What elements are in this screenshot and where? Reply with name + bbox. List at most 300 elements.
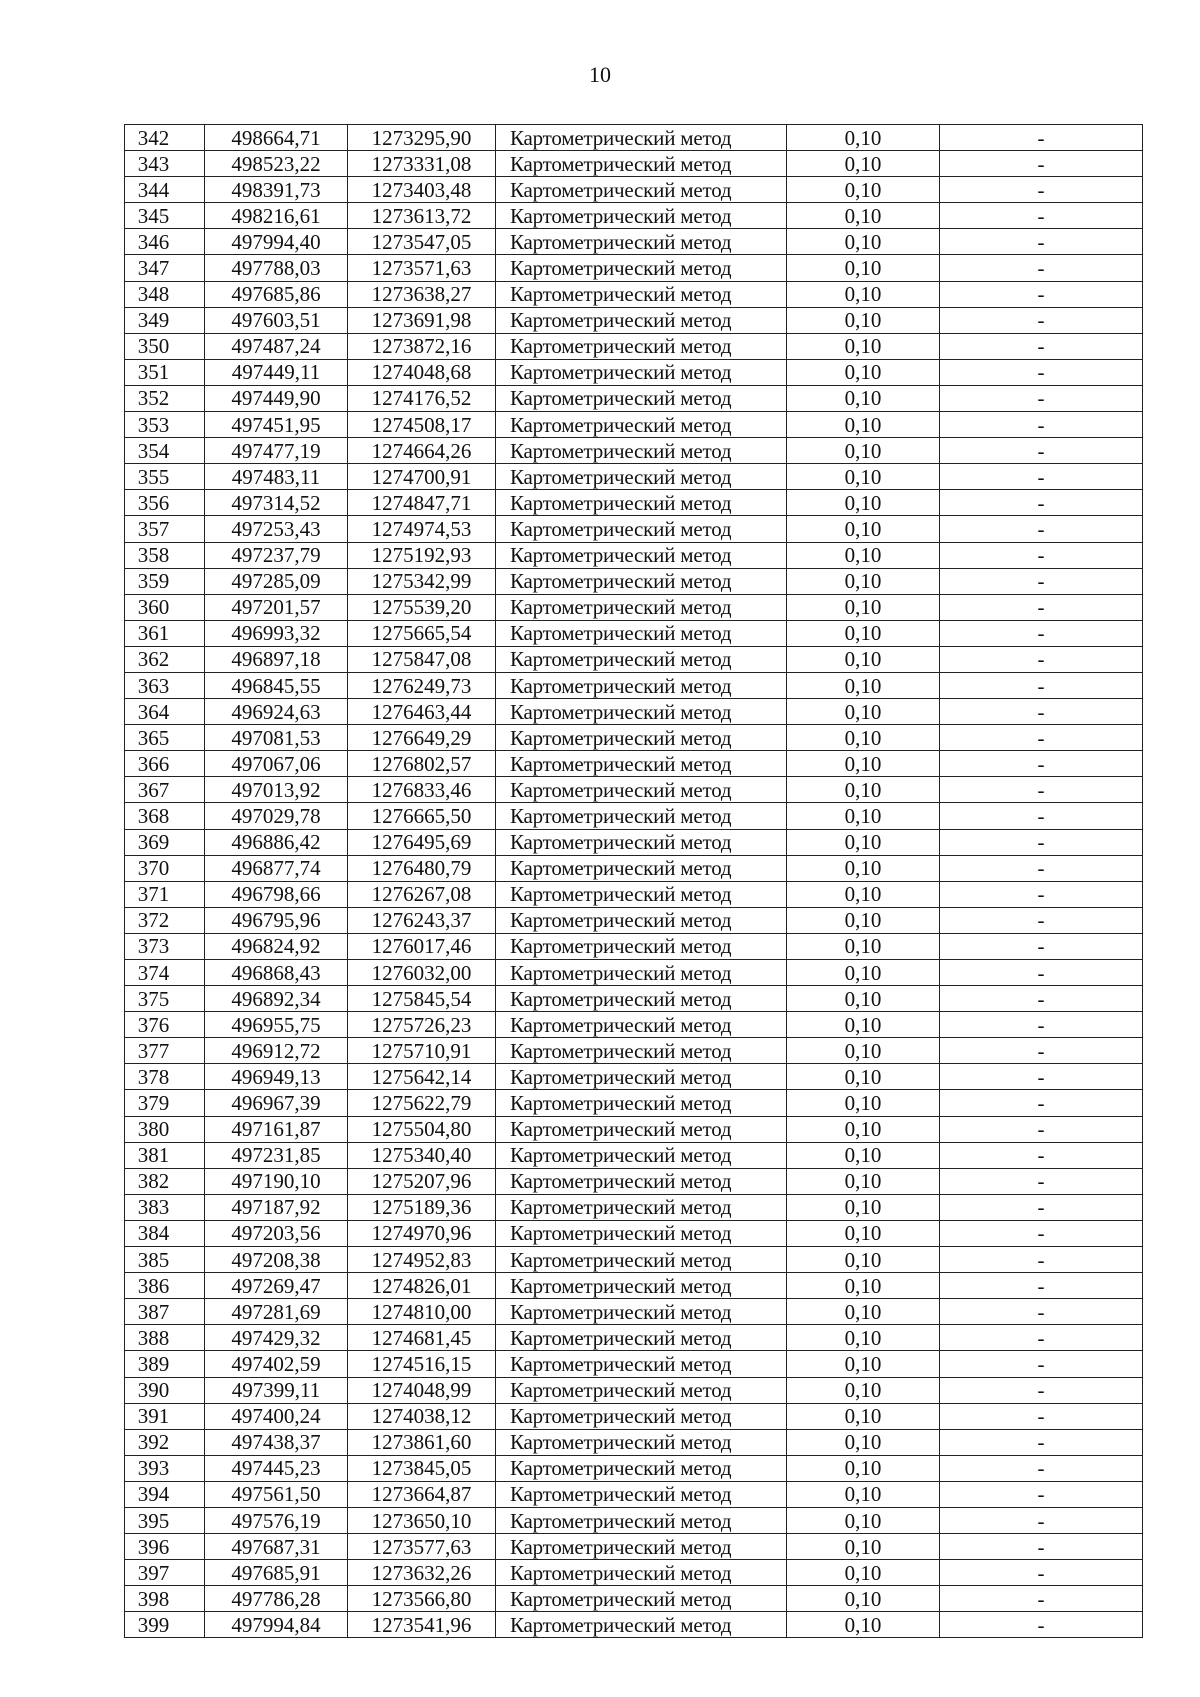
point-number-cell: 398 bbox=[125, 1586, 205, 1612]
x-coordinate-cell: 496949,13 bbox=[205, 1064, 348, 1090]
table-row bbox=[125, 1612, 1143, 1638]
accuracy-cell: 0,10 bbox=[787, 359, 940, 385]
method-cell: Картометрический метод bbox=[496, 1507, 787, 1533]
accuracy-cell: 0,10 bbox=[787, 1455, 940, 1481]
dash-cell: - bbox=[940, 1299, 1143, 1325]
dash-cell: - bbox=[940, 1194, 1143, 1220]
dash-cell: - bbox=[940, 1012, 1143, 1038]
table-row bbox=[125, 1429, 1143, 1455]
method-cell: Картометрический метод bbox=[496, 438, 787, 464]
accuracy-cell: 0,10 bbox=[787, 412, 940, 438]
dash-cell: - bbox=[940, 646, 1143, 672]
table-row bbox=[125, 359, 1143, 385]
y-coordinate-cell: 1273650,10 bbox=[348, 1507, 496, 1533]
y-coordinate-cell: 1275622,79 bbox=[348, 1090, 496, 1116]
y-coordinate-cell: 1276495,69 bbox=[348, 829, 496, 855]
method-cell: Картометрический метод bbox=[496, 672, 787, 698]
y-coordinate-cell: 1273861,60 bbox=[348, 1429, 496, 1455]
x-coordinate-cell: 497445,23 bbox=[205, 1455, 348, 1481]
accuracy-cell: 0,10 bbox=[787, 1481, 940, 1507]
point-number-cell: 353 bbox=[125, 412, 205, 438]
y-coordinate-cell: 1273632,26 bbox=[348, 1560, 496, 1586]
point-number-cell: 374 bbox=[125, 960, 205, 986]
point-number-cell: 359 bbox=[125, 568, 205, 594]
dash-cell: - bbox=[940, 464, 1143, 490]
point-number-cell: 380 bbox=[125, 1116, 205, 1142]
y-coordinate-cell: 1276665,50 bbox=[348, 803, 496, 829]
table-row bbox=[125, 1064, 1143, 1090]
table-row bbox=[125, 1142, 1143, 1168]
y-coordinate-cell: 1276463,44 bbox=[348, 699, 496, 725]
method-cell: Картометрический метод bbox=[496, 803, 787, 829]
dash-cell: - bbox=[940, 725, 1143, 751]
table-row bbox=[125, 281, 1143, 307]
accuracy-cell: 0,10 bbox=[787, 594, 940, 620]
method-cell: Картометрический метод bbox=[496, 1534, 787, 1560]
point-number-cell: 385 bbox=[125, 1247, 205, 1273]
point-number-cell: 363 bbox=[125, 672, 205, 698]
table-row bbox=[125, 516, 1143, 542]
method-cell: Картометрический метод bbox=[496, 1090, 787, 1116]
x-coordinate-cell: 496967,39 bbox=[205, 1090, 348, 1116]
accuracy-cell: 0,10 bbox=[787, 1325, 940, 1351]
point-number-cell: 390 bbox=[125, 1377, 205, 1403]
table-row bbox=[125, 672, 1143, 698]
accuracy-cell: 0,10 bbox=[787, 960, 940, 986]
y-coordinate-cell: 1273566,80 bbox=[348, 1586, 496, 1612]
table-row bbox=[125, 438, 1143, 464]
point-number-cell: 354 bbox=[125, 438, 205, 464]
point-number-cell: 371 bbox=[125, 881, 205, 907]
accuracy-cell: 0,10 bbox=[787, 1429, 940, 1455]
point-number-cell: 352 bbox=[125, 385, 205, 411]
point-number-cell: 377 bbox=[125, 1038, 205, 1064]
x-coordinate-cell: 496955,75 bbox=[205, 1012, 348, 1038]
method-cell: Картометрический метод bbox=[496, 1351, 787, 1377]
y-coordinate-cell: 1276249,73 bbox=[348, 672, 496, 698]
accuracy-cell: 0,10 bbox=[787, 177, 940, 203]
dash-cell: - bbox=[940, 1534, 1143, 1560]
accuracy-cell: 0,10 bbox=[787, 307, 940, 333]
method-cell: Картометрический метод bbox=[496, 881, 787, 907]
x-coordinate-cell: 498216,61 bbox=[205, 203, 348, 229]
point-number-cell: 360 bbox=[125, 594, 205, 620]
point-number-cell: 396 bbox=[125, 1534, 205, 1560]
accuracy-cell: 0,10 bbox=[787, 464, 940, 490]
method-cell: Картометрический метод bbox=[496, 542, 787, 568]
dash-cell: - bbox=[940, 1403, 1143, 1429]
accuracy-cell: 0,10 bbox=[787, 1142, 940, 1168]
x-coordinate-cell: 497190,10 bbox=[205, 1168, 348, 1194]
table-row bbox=[125, 307, 1143, 333]
x-coordinate-cell: 497786,28 bbox=[205, 1586, 348, 1612]
y-coordinate-cell: 1273638,27 bbox=[348, 281, 496, 307]
accuracy-cell: 0,10 bbox=[787, 203, 940, 229]
accuracy-cell: 0,10 bbox=[787, 803, 940, 829]
dash-cell: - bbox=[940, 1429, 1143, 1455]
method-cell: Картометрический метод bbox=[496, 385, 787, 411]
point-number-cell: 361 bbox=[125, 620, 205, 646]
accuracy-cell: 0,10 bbox=[787, 646, 940, 672]
method-cell: Картометрический метод bbox=[496, 1403, 787, 1429]
point-number-cell: 366 bbox=[125, 751, 205, 777]
accuracy-cell: 0,10 bbox=[787, 1012, 940, 1038]
dash-cell: - bbox=[940, 203, 1143, 229]
x-coordinate-cell: 497231,85 bbox=[205, 1142, 348, 1168]
dash-cell: - bbox=[940, 1586, 1143, 1612]
point-number-cell: 343 bbox=[125, 151, 205, 177]
point-number-cell: 395 bbox=[125, 1507, 205, 1533]
y-coordinate-cell: 1274681,45 bbox=[348, 1325, 496, 1351]
table-row bbox=[125, 907, 1143, 933]
x-coordinate-cell: 497561,50 bbox=[205, 1481, 348, 1507]
accuracy-cell: 0,10 bbox=[787, 1534, 940, 1560]
method-cell: Картометрический метод bbox=[496, 699, 787, 725]
dash-cell: - bbox=[940, 594, 1143, 620]
x-coordinate-cell: 498664,71 bbox=[205, 125, 348, 151]
y-coordinate-cell: 1273664,87 bbox=[348, 1481, 496, 1507]
point-number-cell: 349 bbox=[125, 307, 205, 333]
x-coordinate-cell: 496892,34 bbox=[205, 986, 348, 1012]
point-number-cell: 356 bbox=[125, 490, 205, 516]
method-cell: Картометрический метод bbox=[496, 646, 787, 672]
point-number-cell: 376 bbox=[125, 1012, 205, 1038]
y-coordinate-cell: 1273547,05 bbox=[348, 229, 496, 255]
method-cell: Картометрический метод bbox=[496, 255, 787, 281]
table-row bbox=[125, 1247, 1143, 1273]
table-row bbox=[125, 1325, 1143, 1351]
table-row bbox=[125, 881, 1143, 907]
x-coordinate-cell: 497013,92 bbox=[205, 777, 348, 803]
point-number-cell: 394 bbox=[125, 1481, 205, 1507]
method-cell: Картометрический метод bbox=[496, 1273, 787, 1299]
point-number-cell: 367 bbox=[125, 777, 205, 803]
accuracy-cell: 0,10 bbox=[787, 385, 940, 411]
point-number-cell: 342 bbox=[125, 125, 205, 151]
method-cell: Картометрический метод bbox=[496, 986, 787, 1012]
x-coordinate-cell: 496993,32 bbox=[205, 620, 348, 646]
point-number-cell: 362 bbox=[125, 646, 205, 672]
y-coordinate-cell: 1274970,96 bbox=[348, 1220, 496, 1246]
point-number-cell: 386 bbox=[125, 1273, 205, 1299]
table-row bbox=[125, 177, 1143, 203]
dash-cell: - bbox=[940, 699, 1143, 725]
y-coordinate-cell: 1273872,16 bbox=[348, 333, 496, 359]
method-cell: Картометрический метод bbox=[496, 307, 787, 333]
dash-cell: - bbox=[940, 229, 1143, 255]
x-coordinate-cell: 496912,72 bbox=[205, 1038, 348, 1064]
x-coordinate-cell: 497269,47 bbox=[205, 1273, 348, 1299]
accuracy-cell: 0,10 bbox=[787, 1507, 940, 1533]
y-coordinate-cell: 1275192,93 bbox=[348, 542, 496, 568]
dash-cell: - bbox=[940, 1090, 1143, 1116]
table-row bbox=[125, 855, 1143, 881]
table-row bbox=[125, 1481, 1143, 1507]
x-coordinate-cell: 497081,53 bbox=[205, 725, 348, 751]
method-cell: Картометрический метод bbox=[496, 1455, 787, 1481]
dash-cell: - bbox=[940, 933, 1143, 959]
accuracy-cell: 0,10 bbox=[787, 855, 940, 881]
x-coordinate-cell: 497314,52 bbox=[205, 490, 348, 516]
point-number-cell: 358 bbox=[125, 542, 205, 568]
table-row bbox=[125, 333, 1143, 359]
dash-cell: - bbox=[940, 1612, 1143, 1638]
x-coordinate-cell: 496877,74 bbox=[205, 855, 348, 881]
accuracy-cell: 0,10 bbox=[787, 1090, 940, 1116]
point-number-cell: 373 bbox=[125, 933, 205, 959]
y-coordinate-cell: 1276267,08 bbox=[348, 881, 496, 907]
point-number-cell: 369 bbox=[125, 829, 205, 855]
method-cell: Картометрический метод bbox=[496, 725, 787, 751]
y-coordinate-cell: 1275189,36 bbox=[348, 1194, 496, 1220]
y-coordinate-cell: 1276017,46 bbox=[348, 933, 496, 959]
method-cell: Картометрический метод bbox=[496, 1247, 787, 1273]
y-coordinate-cell: 1274508,17 bbox=[348, 412, 496, 438]
y-coordinate-cell: 1273613,72 bbox=[348, 203, 496, 229]
table-row bbox=[125, 1194, 1143, 1220]
accuracy-cell: 0,10 bbox=[787, 1560, 940, 1586]
table-row bbox=[125, 1299, 1143, 1325]
x-coordinate-cell: 497487,24 bbox=[205, 333, 348, 359]
point-number-cell: 378 bbox=[125, 1064, 205, 1090]
table-row bbox=[125, 568, 1143, 594]
table-row bbox=[125, 1455, 1143, 1481]
x-coordinate-cell: 497994,84 bbox=[205, 1612, 348, 1638]
x-coordinate-cell: 497685,86 bbox=[205, 281, 348, 307]
x-coordinate-cell: 497208,38 bbox=[205, 1247, 348, 1273]
method-cell: Картометрический метод bbox=[496, 960, 787, 986]
y-coordinate-cell: 1276649,29 bbox=[348, 725, 496, 751]
dash-cell: - bbox=[940, 1038, 1143, 1064]
dash-cell: - bbox=[940, 125, 1143, 151]
accuracy-cell: 0,10 bbox=[787, 1273, 940, 1299]
x-coordinate-cell: 497067,06 bbox=[205, 751, 348, 777]
x-coordinate-cell: 497029,78 bbox=[205, 803, 348, 829]
accuracy-cell: 0,10 bbox=[787, 568, 940, 594]
dash-cell: - bbox=[940, 307, 1143, 333]
accuracy-cell: 0,10 bbox=[787, 1299, 940, 1325]
method-cell: Картометрический метод bbox=[496, 464, 787, 490]
x-coordinate-cell: 497994,40 bbox=[205, 229, 348, 255]
accuracy-cell: 0,10 bbox=[787, 1247, 940, 1273]
dash-cell: - bbox=[940, 385, 1143, 411]
dash-cell: - bbox=[940, 1220, 1143, 1246]
coordinates-table-body bbox=[125, 125, 1143, 1638]
dash-cell: - bbox=[940, 960, 1143, 986]
method-cell: Картометрический метод bbox=[496, 1064, 787, 1090]
accuracy-cell: 0,10 bbox=[787, 125, 940, 151]
coordinates-table bbox=[124, 124, 1143, 1638]
y-coordinate-cell: 1276032,00 bbox=[348, 960, 496, 986]
y-coordinate-cell: 1274700,91 bbox=[348, 464, 496, 490]
table-row bbox=[125, 1090, 1143, 1116]
table-row bbox=[125, 1586, 1143, 1612]
y-coordinate-cell: 1274048,68 bbox=[348, 359, 496, 385]
point-number-cell: 375 bbox=[125, 986, 205, 1012]
y-coordinate-cell: 1273845,05 bbox=[348, 1455, 496, 1481]
x-coordinate-cell: 497788,03 bbox=[205, 255, 348, 281]
table-row bbox=[125, 594, 1143, 620]
dash-cell: - bbox=[940, 359, 1143, 385]
dash-cell: - bbox=[940, 568, 1143, 594]
accuracy-cell: 0,10 bbox=[787, 333, 940, 359]
y-coordinate-cell: 1275539,20 bbox=[348, 594, 496, 620]
y-coordinate-cell: 1275642,14 bbox=[348, 1064, 496, 1090]
accuracy-cell: 0,10 bbox=[787, 1220, 940, 1246]
table-row bbox=[125, 1351, 1143, 1377]
point-number-cell: 388 bbox=[125, 1325, 205, 1351]
x-coordinate-cell: 496798,66 bbox=[205, 881, 348, 907]
method-cell: Картометрический метод bbox=[496, 359, 787, 385]
table-row bbox=[125, 986, 1143, 1012]
accuracy-cell: 0,10 bbox=[787, 751, 940, 777]
table-row bbox=[125, 412, 1143, 438]
method-cell: Картометрический метод bbox=[496, 777, 787, 803]
method-cell: Картометрический метод bbox=[496, 751, 787, 777]
y-coordinate-cell: 1275847,08 bbox=[348, 646, 496, 672]
dash-cell: - bbox=[940, 438, 1143, 464]
method-cell: Картометрический метод bbox=[496, 151, 787, 177]
y-coordinate-cell: 1274974,53 bbox=[348, 516, 496, 542]
accuracy-cell: 0,10 bbox=[787, 516, 940, 542]
method-cell: Картометрический метод bbox=[496, 1429, 787, 1455]
x-coordinate-cell: 497449,90 bbox=[205, 385, 348, 411]
table-row bbox=[125, 829, 1143, 855]
y-coordinate-cell: 1275710,91 bbox=[348, 1038, 496, 1064]
method-cell: Картометрический метод bbox=[496, 1116, 787, 1142]
y-coordinate-cell: 1274038,12 bbox=[348, 1403, 496, 1429]
x-coordinate-cell: 497451,95 bbox=[205, 412, 348, 438]
method-cell: Картометрический метод bbox=[496, 1612, 787, 1638]
table-row bbox=[125, 1377, 1143, 1403]
accuracy-cell: 0,10 bbox=[787, 255, 940, 281]
method-cell: Картометрический метод bbox=[496, 855, 787, 881]
accuracy-cell: 0,10 bbox=[787, 438, 940, 464]
y-coordinate-cell: 1273403,48 bbox=[348, 177, 496, 203]
method-cell: Картометрический метод bbox=[496, 594, 787, 620]
point-number-cell: 383 bbox=[125, 1194, 205, 1220]
method-cell: Картометрический метод bbox=[496, 1560, 787, 1586]
x-coordinate-cell: 497685,91 bbox=[205, 1560, 348, 1586]
y-coordinate-cell: 1274826,01 bbox=[348, 1273, 496, 1299]
accuracy-cell: 0,10 bbox=[787, 1168, 940, 1194]
dash-cell: - bbox=[940, 986, 1143, 1012]
y-coordinate-cell: 1274516,15 bbox=[348, 1351, 496, 1377]
method-cell: Картометрический метод bbox=[496, 1481, 787, 1507]
x-coordinate-cell: 497483,11 bbox=[205, 464, 348, 490]
method-cell: Картометрический метод bbox=[496, 490, 787, 516]
x-coordinate-cell: 497449,11 bbox=[205, 359, 348, 385]
y-coordinate-cell: 1275342,99 bbox=[348, 568, 496, 594]
dash-cell: - bbox=[940, 1455, 1143, 1481]
table-row bbox=[125, 1168, 1143, 1194]
y-coordinate-cell: 1274176,52 bbox=[348, 385, 496, 411]
point-number-cell: 393 bbox=[125, 1455, 205, 1481]
y-coordinate-cell: 1273541,96 bbox=[348, 1612, 496, 1638]
x-coordinate-cell: 497201,57 bbox=[205, 594, 348, 620]
method-cell: Картометрический метод bbox=[496, 1142, 787, 1168]
method-cell: Картометрический метод bbox=[496, 1012, 787, 1038]
table-row bbox=[125, 777, 1143, 803]
dash-cell: - bbox=[940, 1064, 1143, 1090]
y-coordinate-cell: 1273577,63 bbox=[348, 1534, 496, 1560]
method-cell: Картометрический метод bbox=[496, 333, 787, 359]
accuracy-cell: 0,10 bbox=[787, 829, 940, 855]
point-number-cell: 397 bbox=[125, 1560, 205, 1586]
x-coordinate-cell: 496795,96 bbox=[205, 907, 348, 933]
table-row bbox=[125, 203, 1143, 229]
dash-cell: - bbox=[940, 490, 1143, 516]
y-coordinate-cell: 1275726,23 bbox=[348, 1012, 496, 1038]
dash-cell: - bbox=[940, 177, 1143, 203]
method-cell: Картометрический метод bbox=[496, 1325, 787, 1351]
point-number-cell: 368 bbox=[125, 803, 205, 829]
dash-cell: - bbox=[940, 881, 1143, 907]
dash-cell: - bbox=[940, 1560, 1143, 1586]
accuracy-cell: 0,10 bbox=[787, 229, 940, 255]
table-row bbox=[125, 1403, 1143, 1429]
method-cell: Картометрический метод bbox=[496, 125, 787, 151]
y-coordinate-cell: 1275845,54 bbox=[348, 986, 496, 1012]
accuracy-cell: 0,10 bbox=[787, 1038, 940, 1064]
x-coordinate-cell: 497477,19 bbox=[205, 438, 348, 464]
accuracy-cell: 0,10 bbox=[787, 620, 940, 646]
point-number-cell: 392 bbox=[125, 1429, 205, 1455]
dash-cell: - bbox=[940, 412, 1143, 438]
table-row bbox=[125, 229, 1143, 255]
x-coordinate-cell: 496824,92 bbox=[205, 933, 348, 959]
method-cell: Картометрический метод bbox=[496, 829, 787, 855]
method-cell: Картометрический метод bbox=[496, 203, 787, 229]
x-coordinate-cell: 497237,79 bbox=[205, 542, 348, 568]
x-coordinate-cell: 496897,18 bbox=[205, 646, 348, 672]
table-row bbox=[125, 725, 1143, 751]
y-coordinate-cell: 1275504,80 bbox=[348, 1116, 496, 1142]
method-cell: Картометрический метод bbox=[496, 412, 787, 438]
dash-cell: - bbox=[940, 751, 1143, 777]
y-coordinate-cell: 1275340,40 bbox=[348, 1142, 496, 1168]
point-number-cell: 346 bbox=[125, 229, 205, 255]
page-number: 10 bbox=[589, 62, 611, 87]
y-coordinate-cell: 1273571,63 bbox=[348, 255, 496, 281]
table-row bbox=[125, 542, 1143, 568]
y-coordinate-cell: 1276833,46 bbox=[348, 777, 496, 803]
table-row bbox=[125, 751, 1143, 777]
method-cell: Картометрический метод bbox=[496, 1377, 787, 1403]
x-coordinate-cell: 497576,19 bbox=[205, 1507, 348, 1533]
dash-cell: - bbox=[940, 1247, 1143, 1273]
point-number-cell: 345 bbox=[125, 203, 205, 229]
dash-cell: - bbox=[940, 1351, 1143, 1377]
x-coordinate-cell: 496924,63 bbox=[205, 699, 348, 725]
dash-cell: - bbox=[940, 829, 1143, 855]
point-number-cell: 391 bbox=[125, 1403, 205, 1429]
point-number-cell: 382 bbox=[125, 1168, 205, 1194]
y-coordinate-cell: 1274847,71 bbox=[348, 490, 496, 516]
dash-cell: - bbox=[940, 1168, 1143, 1194]
point-number-cell: 384 bbox=[125, 1220, 205, 1246]
x-coordinate-cell: 497402,59 bbox=[205, 1351, 348, 1377]
method-cell: Картометрический метод bbox=[496, 1194, 787, 1220]
dash-cell: - bbox=[940, 803, 1143, 829]
accuracy-cell: 0,10 bbox=[787, 490, 940, 516]
point-number-cell: 379 bbox=[125, 1090, 205, 1116]
dash-cell: - bbox=[940, 620, 1143, 646]
table-row bbox=[125, 699, 1143, 725]
method-cell: Картометрический метод bbox=[496, 1168, 787, 1194]
x-coordinate-cell: 497285,09 bbox=[205, 568, 348, 594]
x-coordinate-cell: 497253,43 bbox=[205, 516, 348, 542]
